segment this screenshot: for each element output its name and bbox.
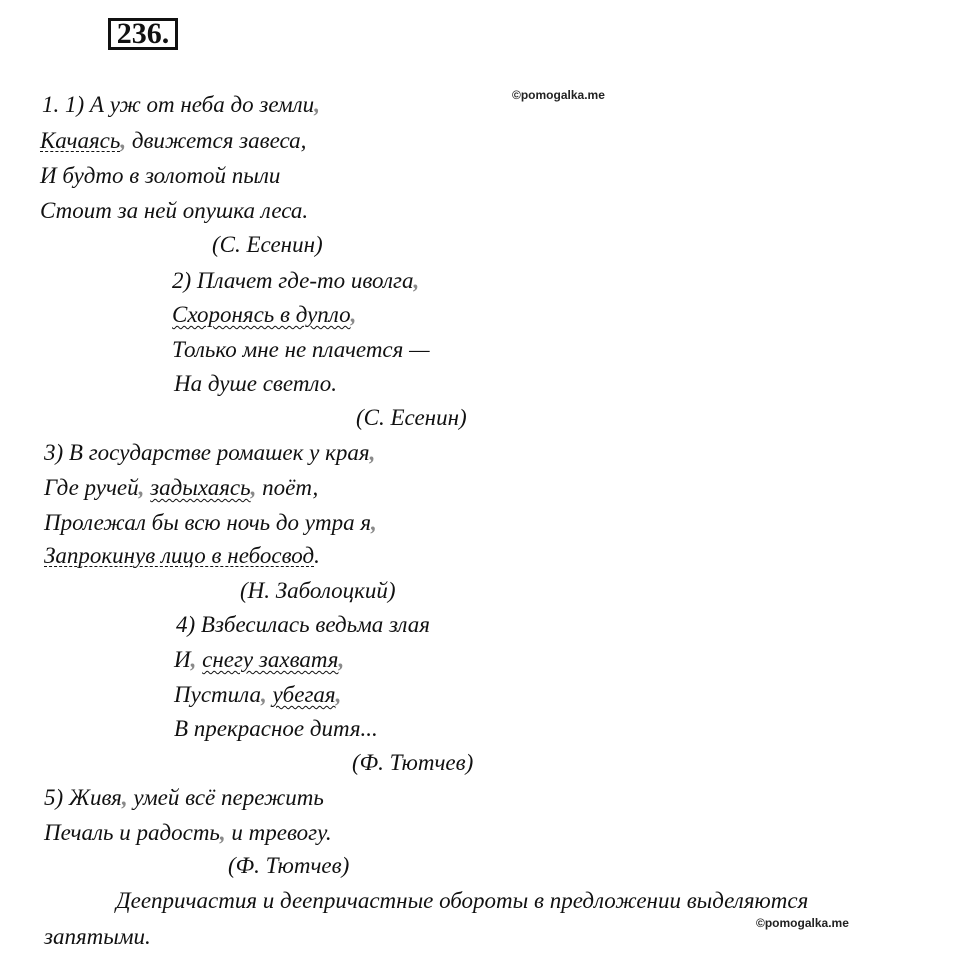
participle-phrase: Запрокинув лицо в небосвод	[44, 543, 315, 568]
poem-line: 3) В государстве ромашек у края,	[44, 440, 376, 465]
poem-author: (С. Есенин)	[356, 405, 467, 430]
poem-line: Только мне не плачется —	[172, 337, 430, 362]
poem-line: 4) Взбесилась ведьма злая	[176, 612, 430, 637]
poem-line: На душе светло.	[174, 371, 337, 396]
poem-author: (Ф. Тютчев)	[352, 750, 474, 775]
watermark-top: ©pomogalka.me	[512, 88, 605, 102]
participle-phrase: задыхаясь	[150, 475, 251, 500]
poem-line: Качаясь, движется завеса,	[40, 128, 307, 153]
poem-line: В прекрасное дитя...	[174, 716, 378, 741]
poem-author: (Н. Заболоцкий)	[240, 578, 396, 603]
poem-line: Где ручей, задыхаясь, поёт,	[44, 475, 319, 500]
poem-line: 2) Плачет где-то иволга,	[172, 268, 420, 293]
poem-author: (Ф. Тютчев)	[228, 853, 350, 878]
poem-line: Запрокинув лицо в небосвод.	[44, 543, 320, 568]
participle-phrase: Схоронясь в дупло	[172, 302, 351, 327]
participle-phrase: убегая	[272, 682, 336, 707]
poem-line: 1. 1) А уж от неба до земли,	[42, 92, 320, 117]
poem-line: И будто в золотой пыли	[40, 163, 281, 188]
poem-line: 5) Живя, умей всё пережить	[44, 785, 324, 810]
poem-line: Пустила, убегая,	[174, 682, 342, 707]
participle-phrase: Качаясь	[40, 128, 121, 153]
poem-line: И, снегу захватя,	[174, 647, 345, 672]
poem-line: Стоит за ней опушка леса.	[40, 198, 309, 223]
participle-phrase: снегу захватя	[202, 647, 339, 672]
rule-text: Деепричастия и деепричастные обороты в предложении выделяются	[116, 888, 809, 913]
poem-author: (С. Есенин)	[212, 232, 323, 257]
task-number: 236.	[108, 18, 178, 50]
poem-line: Пролежал бы всю ночь до утра я,	[44, 510, 377, 535]
poem-line: Схоронясь в дупло,	[172, 302, 357, 327]
poem-line: Печаль и радость, и тревогу.	[44, 820, 332, 845]
watermark-bottom: ©pomogalka.me	[756, 916, 849, 930]
rule-text: запятыми.	[44, 924, 151, 949]
